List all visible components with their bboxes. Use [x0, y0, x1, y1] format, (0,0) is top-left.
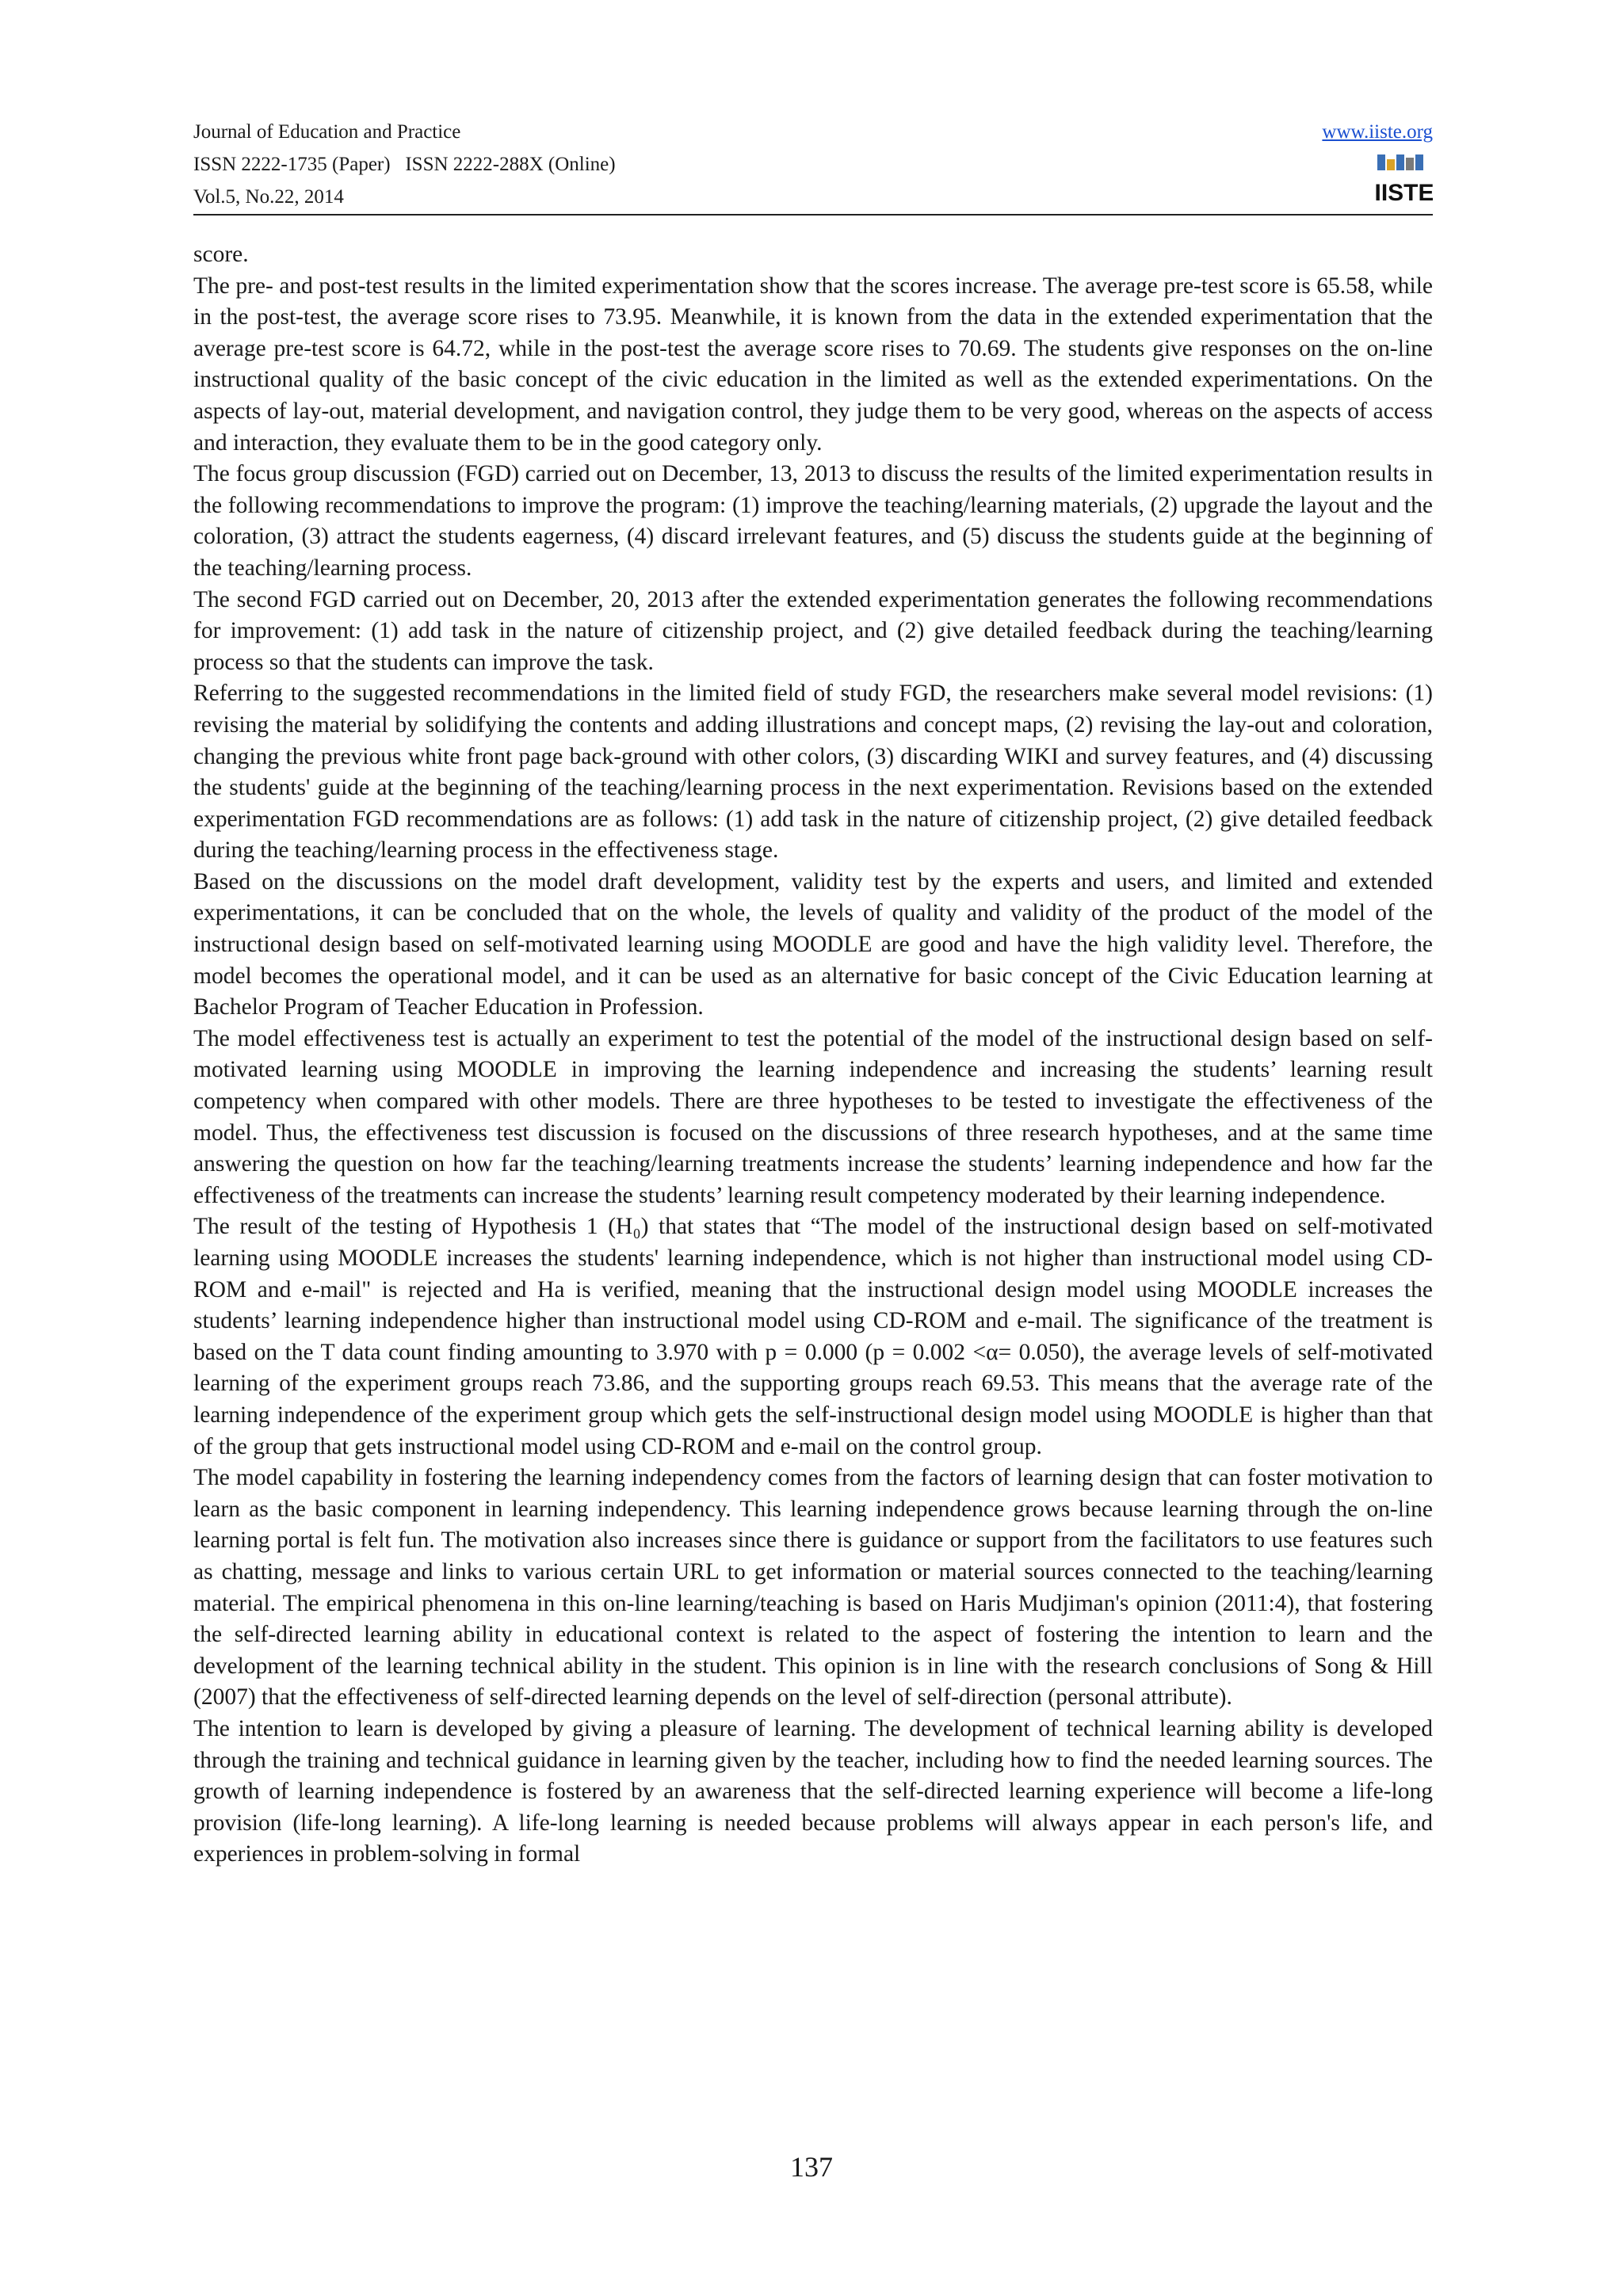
paragraph: The model effectiveness test is actually an experiment to test the potential of the model of the instructional design based on self-motivated learning using MOODLE in improving the learning independence and increasing the students’ learning result competency when compared with other models. There are three hypotheses to be tested to investigate the effectiveness of the model. Thus, the effectiveness test discussion is focused on the discussions of three research hypotheses, and at the same time answering the question on how far the teaching/learning treatments increase the students’ learning independence and how far the effectiveness of the treatments can increase the students’ learning result competency moderated by their learning independence. — [193, 1025, 1433, 1208]
paragraph: The result of the testing of Hypothesis 1 (H₀) that states that “The model of the instructional design based on self-motivated learning using MOODLE increases the students' learning independence, which is not higher than instructional model using CD-ROM and e-mail" is rejected and Ha is verified, meaning that the instructional design model using MOODLE increases the students’ learning independence higher than instructional model using CD-ROM and e-mail. The significance of the treatment is based on the T data count finding amounting to 3.970 with p = 0.000 (p = 0.002 <α= 0.050), the average levels of self-motivated learning of the experiment groups reach 73.86, and the supporting groups reach 69.53. This means that the average rate of the learning independence of the experiment group which gets the self-instructional design model using MOODLE is higher than that of the group that gets instructional model using CD-ROM and e-mail on the control group. — [193, 1214, 1433, 1459]
iiste-logo-graphic — [1376, 153, 1433, 210]
issn-line: ISSN 2222-1735 (Paper) ISSN 2222-288X (Online) — [193, 154, 616, 175]
paragraph: The pre- and post-test results in the limited experimentation show that the scores increase. The average pre-test score is 65.58, while in the post-test, the average score rises to 73.95. Meanwhile, it is known from the data in the extended experimentation that the average pre-test score is 64.72, while in the post-test the average score rises to 70.69. The students give responses on the on-line instructional quality of the basic concept of the civic education in the limited as well as the extended experimentations. On the aspects of lay-out, material development, and navigation control, they judge them to be very good, whereas on the aspects of access and interaction, they evaluate them to be in the good category only. — [193, 273, 1433, 456]
paragraph: The intention to learn is developed by giving a pleasure of learning. The development of technical learning ability is developed through the training and technical guidance in learning given by the teacher, including how to find the needed learning sources. The growth of learning independence is fostered by an awareness that the self-directed learning experience will become a life-long provision (life-long learning). A life-long learning is needed because problems will always appear in each person's life, and experiences in problem-solving in formal — [193, 1715, 1433, 1867]
paragraph: The focus group discussion (FGD) carried out on December, 13, 2013 to discuss the results of the limited experimentation results in the following recommendations to improve the program: (1) improve the teaching/learning materials, (2) upgrade the layout and the coloration, (3) attract the students eagerness, (4) discard irrelevant features, and (5) discuss the students guide at the beginning of the teaching/learning process. — [193, 461, 1433, 581]
paragraph: The second FGD carried out on December, 20, 2013 after the extended experimentation generates the following recommendations for improvement: (1) add task in the nature of citizenship project, and (2) give detailed feedback during the teaching/learning process so that the students can improve the task. — [193, 586, 1433, 675]
header-right — [1322, 116, 1433, 214]
paragraph: score. — [193, 242, 249, 267]
journal-title: Journal of Education and Practice — [193, 121, 461, 143]
page-number: 137 — [790, 2151, 833, 2183]
journal-info — [193, 116, 616, 213]
logo-text: IISTE — [1376, 180, 1433, 206]
paragraph: Referring to the suggested recommendations in the limited field of study FGD, the researchers make several model revisions: (1) revising the material by solidifying the contents and adding illustrations and concept maps, (2) revising the lay-out and coloration, changing the previous white front page back-ground with other colors, (3) discarding WIKI and survey features, and (4) discussing the students' guide at the beginning of the teaching/learning process in the next experimentation. Revisions based on the extended experimentation FGD recommendations are as follows: (1) add task in the nature of citizenship project, (2) give detailed feedback during the teaching/learning process in the effectiveness stage. — [193, 681, 1433, 864]
page-footer — [0, 2149, 1623, 2184]
paragraph: Based on the discussions on the model draft development, validity test by the experts and users, and limited and extended experimentations, it can be concluded that on the whole, the levels of quality and validity of the product of the model of the instructional design based on self-motivated learning using MOODLE are good and have the high validity level. Therefore, the model becomes the operational model, and it can be used as an alternative for basic concept of the Civic Education learning at Bachelor Program of Teacher Education in Profession. — [193, 868, 1433, 1020]
volume-line: Vol.5, No.22, 2014 — [193, 186, 344, 208]
article-body — [193, 239, 1433, 1871]
page-header — [193, 111, 1433, 215]
iiste-logo-icon — [1376, 153, 1433, 214]
paragraph: The model capability in fostering the learning independency comes from the factors of learning design that can foster motivation to learn as the basic component in learning independency. This learning independence grows because learning through the on-line learning portal is felt fun. The motivation also increases since there is guidance or support from the facilitators to use features such as chatting, message and links to various certain URL to get information or material sources connected to the teaching/learning material. The empirical phenomena in this on-line learning/teaching is based on Haris Mudjiman's opinion (2011:4), that fostering the self-directed learning ability in educational context is related to the aspect of fostering the intention to learn and the development of the learning technical ability in the student. This opinion is in line with the research conclusions of Song & Hill (2007) that the effectiveness of self-directed learning depends on the level of self-direction (personal attribute). — [193, 1465, 1433, 1711]
website-link[interactable]: www.iiste.org — [1322, 121, 1433, 143]
